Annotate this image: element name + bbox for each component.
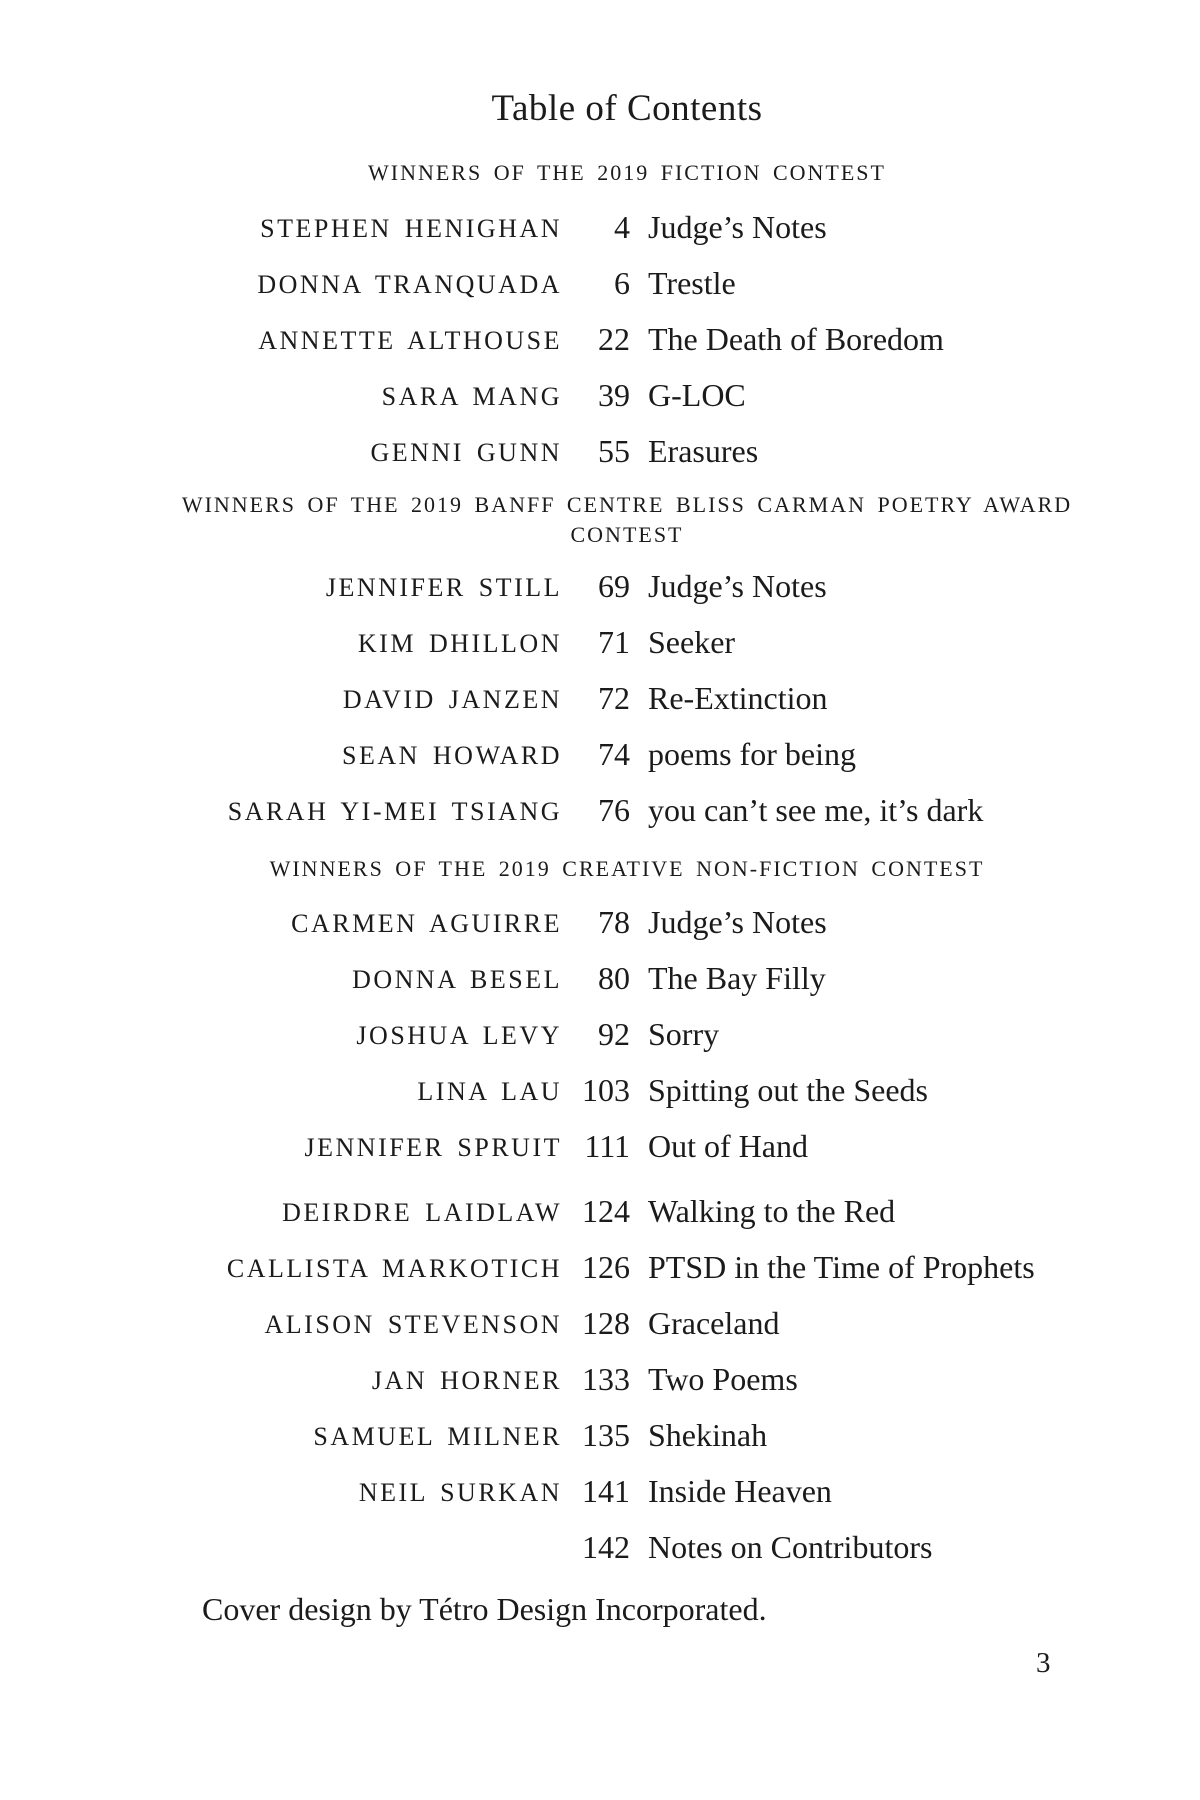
section-rows [54,894,1200,1174]
entry-author: SEAN HOWARD [342,741,562,770]
entry-page-number: 74 [598,736,630,772]
toc-section [54,1183,1200,1575]
entry-page-number: 92 [598,1016,630,1052]
entry-page-number: 126 [582,1249,630,1285]
entry-page-number: 133 [582,1361,630,1397]
entry-author [54,1521,562,1577]
entry-title: Re-Extinction [648,680,828,716]
toc-entry-row [54,1239,1200,1295]
entry-page-number: 111 [584,1128,630,1164]
entry-title: Judge’s Notes [648,904,827,940]
toc-entry-row [54,894,1200,950]
entry-title: The Death of Boredom [648,321,944,357]
entry-title: Trestle [648,265,736,301]
entry-title: Out of Hand [648,1128,808,1164]
toc-entry-row [54,255,1200,311]
entry-author: DEIRDRE LAIDLAW [282,1198,562,1227]
section-header [54,158,1200,188]
toc-sections [54,158,1200,1575]
entry-author: GENNI GUNN [370,438,562,467]
section-header-line: WINNERS OF THE 2019 CREATIVE NON-FICTION CONTEST [269,856,985,881]
toc-entry-row [54,1183,1200,1239]
entry-title: PTSD in the Time of Prophets [648,1249,1035,1285]
entry-page-number: 128 [582,1305,630,1341]
entry-author: DAVID JANZEN [342,685,562,714]
entry-author: SAMUEL MILNER [313,1422,562,1451]
section-header-line: WINNERS OF THE 2019 BANFF CENTRE BLISS CARMAN POETRY AWARD [181,492,1073,517]
entry-title: Walking to the Red [648,1193,896,1229]
entry-title: G-LOC [648,377,746,413]
page-number: 3 [1036,1647,1051,1679]
entry-page-number: 4 [614,209,630,245]
entry-page-number: 141 [582,1473,630,1509]
entry-title: you can’t see me, it’s dark [648,792,984,828]
entry-author: JOSHUA LEVY [356,1021,562,1050]
toc-entry-row [54,1463,1200,1519]
entry-author: JENNIFER STILL [325,573,562,602]
toc-entry-row [54,726,1200,782]
entry-author: DONNA BESEL [352,965,562,994]
cover-design-note: Cover design by Tétro Design Incorporated. [202,1591,767,1627]
entry-page-number: 80 [598,960,630,996]
entry-title: poems for being [648,736,856,772]
entry-title: Sorry [648,1016,720,1052]
entry-author: NEIL SURKAN [358,1478,562,1507]
entry-page-number: 71 [598,624,630,660]
entry-title: Two Poems [648,1361,798,1397]
entry-title: Judge’s Notes [648,209,827,245]
entry-title: Inside Heaven [648,1473,832,1509]
entry-title: Seeker [648,624,736,660]
section-header [54,854,1200,884]
page-title: Table of Contents [491,88,763,129]
toc-entry-row [54,1351,1200,1407]
toc-content [54,0,1200,1629]
entry-title: Judge’s Notes [648,568,827,604]
section-rows [54,558,1200,838]
entry-title: Graceland [648,1305,780,1341]
entry-author: SARA MANG [381,382,562,411]
entry-page-number: 6 [614,265,630,301]
toc-entry-row [54,558,1200,614]
toc-entry-row [54,1006,1200,1062]
entry-page-number: 78 [598,904,630,940]
entry-author: STEPHEN HENIGHAN [260,214,562,243]
section-rows [54,1183,1200,1575]
toc-entry-row [54,423,1200,479]
entry-title: Notes on Contributors [648,1529,933,1565]
entry-page-number: 69 [598,568,630,604]
entry-author: ALISON STEVENSON [264,1310,562,1339]
section-rows [54,199,1200,479]
section-header-line: WINNERS OF THE 2019 FICTION CONTEST [368,160,886,185]
entry-page-number: 124 [582,1193,630,1229]
toc-entry-row [54,1407,1200,1463]
entry-page-number: 22 [598,321,630,357]
entry-author: ANNETTE ALTHOUSE [258,326,562,355]
entry-page-number: 76 [598,792,630,828]
entry-title: Erasures [648,433,759,469]
toc-entry-row [54,1295,1200,1351]
entry-author: CARMEN AGUIRRE [291,909,562,938]
toc-entry-row [54,1519,1200,1575]
entry-author: LINA LAU [417,1077,562,1106]
section-header [54,490,1200,550]
toc-entry-row [54,311,1200,367]
section-header-line: CONTEST [570,522,684,547]
toc-entry-row [54,1062,1200,1118]
toc-entry-row [54,614,1200,670]
toc-entry-row [54,199,1200,255]
toc-entry-row [54,1118,1200,1174]
toc-section [54,490,1200,838]
entry-title: Spitting out the Seeds [648,1072,928,1108]
toc-entry-row [54,782,1200,838]
entry-title: Shekinah [648,1417,768,1453]
entry-author: CALLISTA MARKOTICH [226,1254,562,1283]
toc-entry-row [54,950,1200,1006]
entry-page-number: 103 [582,1072,630,1108]
entry-page-number: 135 [582,1417,630,1453]
toc-section [54,158,1200,479]
entry-author: JENNIFER SPRUIT [304,1133,562,1162]
entry-title: The Bay Filly [648,960,826,996]
entry-page-number: 142 [582,1529,630,1565]
entry-author: JAN HORNER [371,1366,562,1395]
entry-page-number: 55 [598,433,630,469]
toc-entry-row [54,670,1200,726]
toc-entry-row [54,367,1200,423]
entry-page-number: 39 [598,377,630,413]
entry-author: DONNA TRANQUADA [257,270,562,299]
entry-page-number: 72 [598,680,630,716]
toc-section [54,854,1200,1174]
entry-author: SARAH YI-MEI TSIANG [227,797,562,826]
entry-author: KIM DHILLON [357,629,562,658]
